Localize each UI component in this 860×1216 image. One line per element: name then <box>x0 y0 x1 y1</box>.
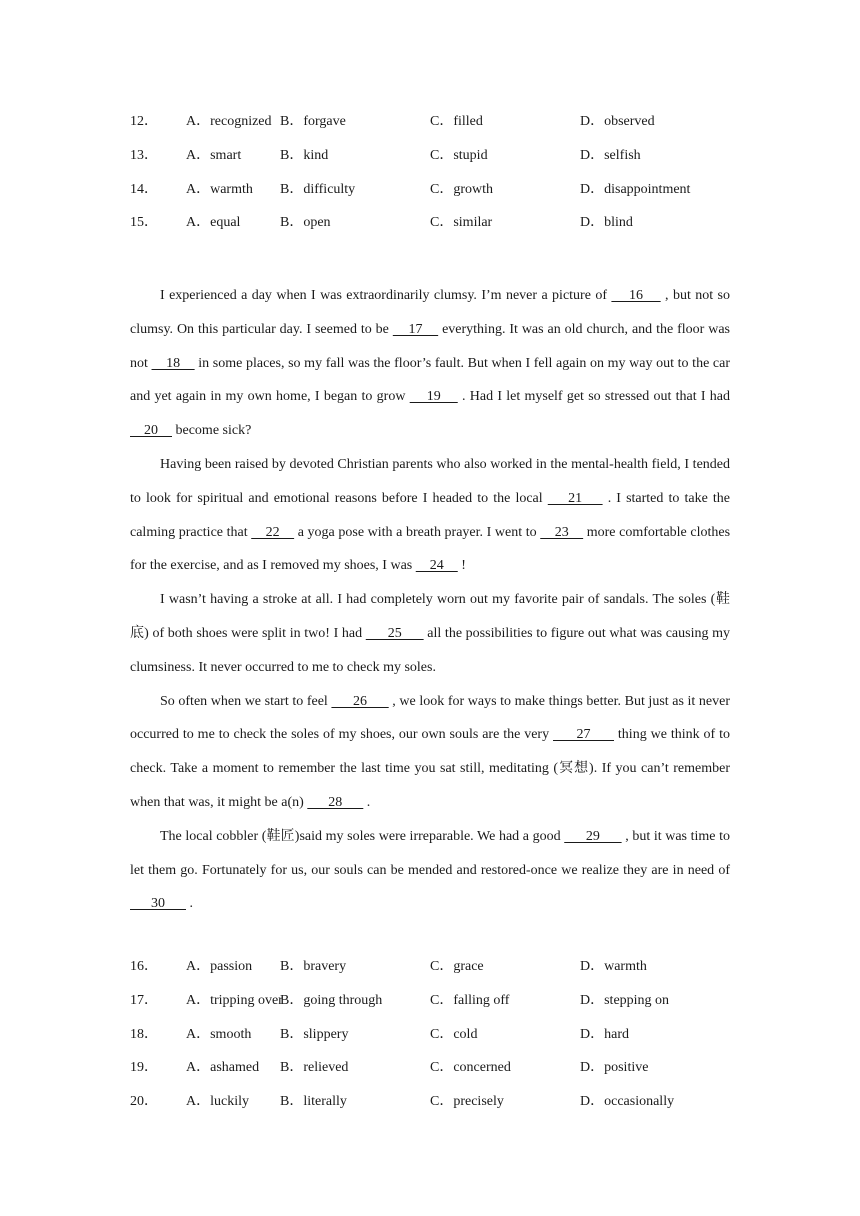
option-b: B．relieved <box>280 1060 349 1075</box>
passage-paragraph-1 <box>130 279 730 448</box>
option-b: B．going through <box>280 993 383 1008</box>
option-d: D．observed <box>580 114 655 129</box>
option-a: A．smooth <box>186 1027 252 1042</box>
question-number: 16． <box>130 959 158 974</box>
cloze-passage <box>130 279 730 921</box>
answer-blank: 18 <box>151 355 195 371</box>
option-d: D．stepping on <box>580 993 670 1008</box>
answer-blank: 29 <box>564 828 622 844</box>
option-b: B．difficulty <box>280 182 356 197</box>
passage-text: ! <box>457 558 466 574</box>
answer-blank: 28 <box>307 794 364 810</box>
answer-blank: 21 <box>547 490 603 506</box>
option-c: C．grace <box>430 959 484 974</box>
question-19 <box>130 1057 750 1079</box>
passage-text: all the possibilities to figure out what was causing my clumsiness. It never occurred to me to check my soles. <box>130 625 731 675</box>
question-16 <box>130 956 750 978</box>
answer-blank: 23 <box>540 524 584 540</box>
option-b: B．slippery <box>280 1027 349 1042</box>
option-c: C．falling off <box>430 993 510 1008</box>
question-17 <box>130 990 750 1012</box>
option-c: C．growth <box>430 182 493 197</box>
option-c: C．precisely <box>430 1094 504 1109</box>
question-12 <box>130 111 750 133</box>
option-c: C．cold <box>430 1027 478 1042</box>
passage-text: a yoga pose with a breath prayer. I went to <box>294 524 541 540</box>
answer-blank: 22 <box>251 524 295 540</box>
option-c: C．stupid <box>430 148 488 163</box>
option-c: C．filled <box>430 114 483 129</box>
option-d: D．blind <box>580 215 633 230</box>
question-number: 13． <box>130 148 158 163</box>
option-d: D．occasionally <box>580 1094 675 1109</box>
answer-blank: 20 <box>130 423 172 439</box>
passage-text: . I started to take the calming practice that <box>130 490 730 540</box>
option-b: B．literally <box>280 1094 347 1109</box>
answer-blank: 27 <box>553 727 614 743</box>
passage-text: , we look for ways to make things better. But just as it never occurred to me to check the soles of my shoes, our own souls are the very <box>130 693 731 743</box>
option-d: D．hard <box>580 1027 629 1042</box>
option-d: D．selfish <box>580 148 641 163</box>
passage-text: So often when we start to feel <box>160 693 332 709</box>
option-b: B．kind <box>280 148 329 163</box>
option-d: D．warmth <box>580 959 647 974</box>
option-a: A．warmth <box>186 182 253 197</box>
passage-text: . Had I let myself get so stressed out that I had <box>457 389 731 405</box>
option-b: B．forgave <box>280 114 346 129</box>
answer-blank: 30 <box>130 896 186 912</box>
passage-text: I wasn’t having a stroke at all. I had completely worn out my favorite pair of sandals. The soles (鞋底) of both shoes were split in two! I had <box>130 592 730 641</box>
option-c: C．concerned <box>430 1060 511 1075</box>
question-number: 19． <box>130 1060 158 1075</box>
passage-text: , but it was time to let them go. Fortunately for us, our souls can be mended and restored-once we realize they are in need of <box>130 828 731 878</box>
question-18 <box>130 1024 750 1046</box>
option-a: A．smart <box>186 148 242 163</box>
answer-blank: 16 <box>611 288 661 303</box>
option-a: A．recognized <box>186 114 272 129</box>
option-a: A．passion <box>186 959 253 974</box>
answer-blank: 19 <box>409 389 458 405</box>
option-c: C．similar <box>430 215 493 230</box>
option-d: D．positive <box>580 1060 649 1075</box>
question-15 <box>130 212 750 234</box>
answer-blank: 25 <box>365 625 424 641</box>
passage-paragraph-4 <box>130 685 730 820</box>
passage-paragraph-2 <box>130 448 730 583</box>
option-a: A．equal <box>186 215 241 230</box>
option-a: A．ashamed <box>186 1060 260 1075</box>
passage-text: everything. It was an old church, and the floor was not <box>130 321 731 371</box>
question-number: 15． <box>130 215 158 230</box>
option-a: A．luckily <box>186 1094 249 1109</box>
answer-blank: 24 <box>415 558 458 574</box>
passage-paragraph-5 <box>130 820 730 921</box>
passage-text: . <box>186 896 193 912</box>
answer-blank: 26 <box>331 693 389 709</box>
option-b: B．open <box>280 215 331 230</box>
passage-text: in some places, so my fall was the floor’s fault. But when I fell again on my way out to the car and yet again in my own home, I began to grow <box>130 355 731 405</box>
answer-blank: 17 <box>392 321 439 337</box>
passage-text: , but not so clumsy. On this particular day. I seemed to be <box>130 288 731 337</box>
question-20 <box>130 1091 750 1113</box>
question-number: 12． <box>130 114 158 129</box>
option-d: D．disappointment <box>580 182 691 197</box>
passage-text: more comfortable clothes for the exercise, and as I removed my shoes, I was <box>130 524 731 574</box>
passage-text: I experienced a day when I was extraordinarily clumsy. I’m never a picture of <box>160 288 612 303</box>
question-number: 18． <box>130 1027 158 1042</box>
passage-text: The local cobbler (鞋匠)said my soles were irreparable. We had a good <box>160 828 565 844</box>
question-number: 20． <box>130 1094 158 1109</box>
passage-text: thing we think of to check. Take a moment to remember the last time you sat still, meditating (冥想). If you can’t remember when that was, it might be a(n) <box>130 727 731 810</box>
question-number: 17． <box>130 993 158 1008</box>
passage-text: become sick? <box>172 423 252 439</box>
option-a: A．tripping over <box>186 993 283 1008</box>
question-13 <box>130 145 750 167</box>
passage-text: Having been raised by devoted Christian parents who also worked in the mental-health field, I tended to look for spiritual and emotional reasons before I headed to the local <box>130 456 730 506</box>
passage-paragraph-3 <box>130 583 730 684</box>
question-14 <box>130 179 750 201</box>
passage-text: . <box>363 794 371 810</box>
question-number: 14． <box>130 182 158 197</box>
option-b: B．bravery <box>280 959 347 974</box>
